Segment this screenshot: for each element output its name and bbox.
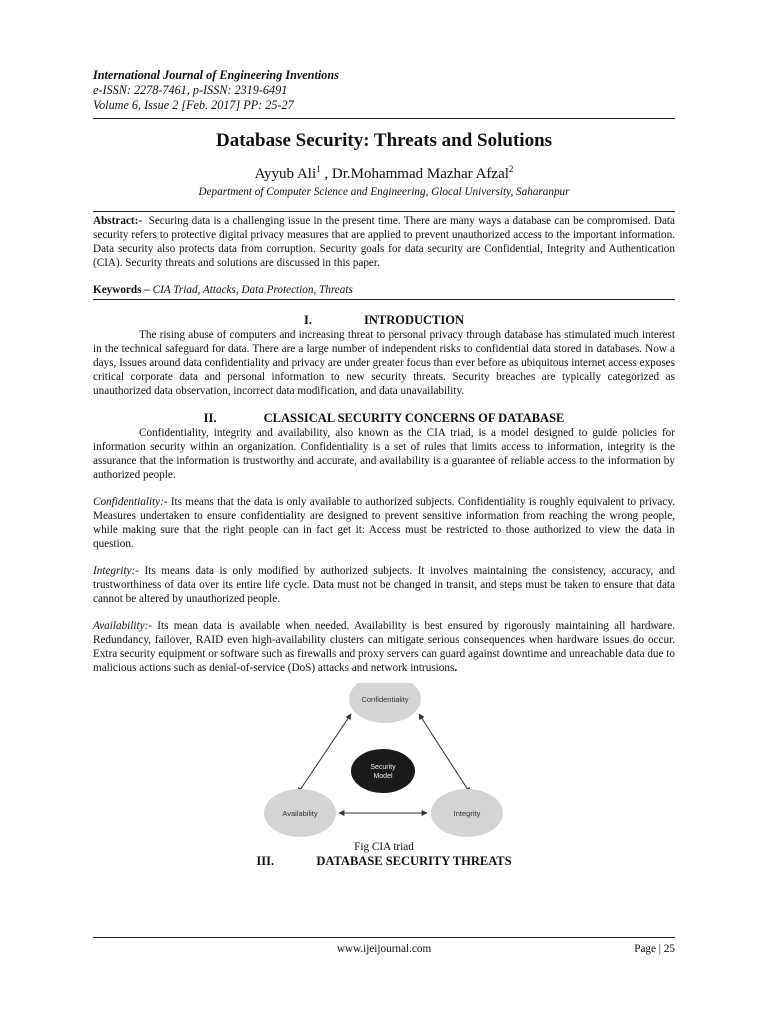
keywords-block: [93, 283, 675, 300]
availability-node-label: Availability: [282, 809, 318, 818]
keywords: [93, 283, 675, 297]
security-model-node: [351, 749, 415, 793]
footer-url: www.ijeijournal.com: [336, 943, 432, 955]
section-1-title: INTRODUCTION: [363, 313, 464, 327]
section-heading-3: [93, 854, 675, 868]
integrity-node-label: Integrity: [453, 809, 481, 818]
availability-end: .: [454, 662, 458, 674]
author-2-sup: 2: [508, 164, 514, 174]
integrity-paragraph: [93, 564, 675, 606]
journal-name: International Journal of Engineering Inventions: [93, 68, 339, 82]
paper-page: [93, 68, 675, 868]
affiliation: Department of Computer Science and Engineering, Glocal University, Saharanpur: [198, 186, 570, 198]
availability-paragraph: [93, 619, 675, 675]
intro-paragraph: The rising abuse of computers and increasing threat to personal privacy through database has stimulated much interest in the technical safeguard for data. There are a large number of independent risks to confidential data stored in databases. Now a days, Issues around data confidentiality and privacy are under greater focus than ever before as ubiquitous internet access exposes critical corporate data and personal information to new security threats. Security breaches are typically categorized as unauthorized data observation, incorrect data modification, and data unavailability.: [93, 329, 675, 397]
abstract: [93, 214, 675, 270]
cia-triad-diagram: [93, 683, 675, 845]
paper-title: Database Security: Threats and Solutions: [215, 130, 553, 151]
footer-rule: [93, 937, 675, 938]
section-3-number: III.: [256, 854, 275, 868]
author-1: Ayyub Ali: [254, 166, 317, 182]
abstract-label: Abstract:-: [93, 215, 143, 227]
cia-triad-figure: [93, 683, 675, 845]
security-model-label-2: Model: [373, 773, 393, 780]
integrity-text: Its means data is only modified by authorized subjects. It involves maintaining the consistency, accuracy, and trustworthiness of data over its entire life cycle. Data must not be changed in transit, and steps must be taken to ensure that data cannot be altered by unauthorized people.: [93, 565, 675, 605]
arrow-conf-avail: [298, 714, 351, 793]
arrow-conf-integ: [419, 714, 470, 793]
abstract-block: [93, 211, 675, 300]
cia-intro-paragraph: Confidentiality, integrity and availability, also known as the CIA triad, is a model designed to guide policies for information security within an organization. Confidentiality is a set of rules that limits access to information, integrity is the assurance that the information is trustworthy and accurate, and availability is a guarantee of reliable access to the information by authorized people.: [93, 427, 675, 481]
author-2: Dr.Mohammad Mazhar Afzal: [331, 166, 509, 182]
section-2-number: II.: [203, 411, 217, 425]
confidentiality-label: Confidentiality:-: [93, 496, 168, 508]
confidentiality-paragraph: [93, 495, 675, 551]
section-1-number: I.: [303, 313, 312, 327]
header-rule: [93, 118, 675, 119]
journal-volume: Volume 6, Issue 2 [Feb. 2017] PP: 25-27: [93, 98, 294, 112]
section-2-title: CLASSICAL SECURITY CONCERNS OF DATABASE: [263, 411, 565, 425]
figure-caption: Fig CIA triad: [354, 841, 414, 853]
section-3-title: DATABASE SECURITY THREATS: [316, 854, 512, 868]
confidentiality-text: Its means that the data is only available to authorized subjects. Confidentiality is roughly equivalent to privacy. Measures undertaken to ensure confidentiality are designed to prevent sensitive information from reaching the wrong people, while making sure that the right people can in fact get it: Access must be restricted to those authorized to view the data in question.: [93, 496, 675, 550]
keywords-label: Keywords –: [93, 284, 153, 296]
author-line: [93, 160, 675, 183]
integrity-label: Integrity:-: [93, 565, 139, 577]
confidentiality-node-label: Confidentiality: [361, 695, 409, 704]
author-separator: ,: [320, 166, 332, 182]
availability-text: Its mean data is available when needed. Availability is best ensured by rigorously maintaining all hardware. Redundancy, failover, RAID even high-availability clusters can mitigate serious consequences when hardware issues do occur. Extra security equipment or software such as firewalls and proxy servers can guard against downtime and unreachable data due to malicious actions such as denial-of-service (DoS) attacks and network intrusions: [93, 620, 675, 674]
keywords-text: CIA Triad, Attacks, Data Protection, Threats: [152, 284, 353, 296]
page-number: Page | 25: [634, 943, 675, 955]
abstract-text: Securing data is a challenging issue in the present time. There are many ways a database can be compromised. Data security refers to protective digital privacy measures that are applied to prevent unauthorized access to the important information. Data security also protects data from corruption. Security goals for data security are Confidential, Integrity and Authentication (CIA). Security threats and solutions are discussed in this paper.: [93, 215, 675, 269]
journal-issn: e-ISSN: 2278-7461, p-ISSN: 2319-6491: [93, 83, 288, 97]
availability-label: Availability:-: [93, 620, 153, 632]
security-model-label-1: Security: [370, 764, 396, 771]
section-heading-1: [93, 313, 675, 328]
section-heading-2: [93, 411, 675, 426]
author-1-sup: 1: [316, 164, 321, 174]
